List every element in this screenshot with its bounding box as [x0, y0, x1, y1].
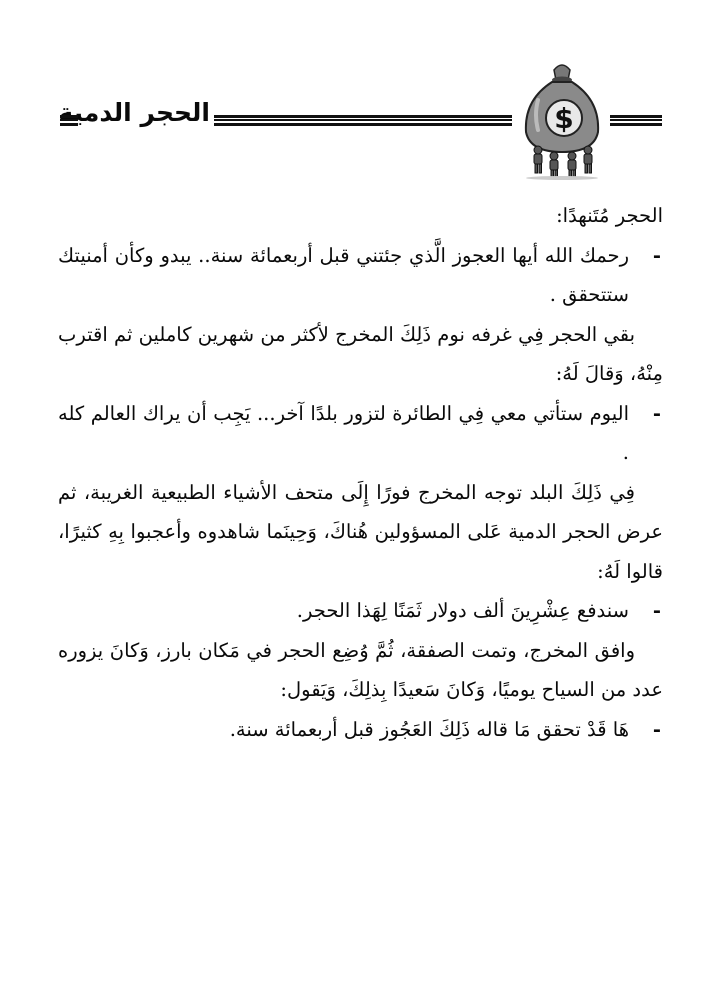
- dialogue-line: [58, 591, 663, 631]
- narration-paragraph: فِي ذَلِكَ البلد توجه المخرج فورًا إِلَى متحف الأشياء الطبيعية الغريبة، ثم عرض الحجر الدمية عَلى المسؤولين هُناكَ، وَحِينَما شاهدوه وأعجبوا بِهِ كثيرًا، قالوا لَهُ:: [58, 480, 663, 583]
- story-text: [58, 196, 663, 749]
- dollar-sign: $: [554, 102, 574, 135]
- dialogue-text: رحمك الله أيها العجوز الَّذي جئتني قبل أربعمائة سنة.. يبدو وكأن أمنيتك ستتحقق .: [58, 243, 629, 306]
- narration-paragraph: بقي الحجر فِي غرفه نوم ذَلِكَ المخرج لأكثر من شهرين كاملين ثم اقترب مِنْهُ، وَقالَ لَهُ:: [58, 322, 663, 385]
- dialogue-line: [58, 236, 663, 315]
- narration-paragraph: وافق المخرج، وتمت الصفقة، ثُمَّ وُضِع الحجر في مَكان بارز، وَكانَ يزوره عدد من السياح يوميًا، وَكانَ سَعيدًا بِذلِكَ، وَيَقول:: [58, 638, 663, 701]
- narration-paragraph: الحجر مُتَنهدًا:: [556, 204, 663, 227]
- dialogue-text: اليوم ستأتي معي فِي الطائرة لتزور بلدًا آخر... يَجِب أن يراك العالم كله .: [58, 401, 629, 464]
- bullet-dash: -: [652, 717, 661, 741]
- page-title: الحجر الدمية: [58, 98, 210, 127]
- dialogue-line: [58, 710, 663, 750]
- header-rule-right: [610, 115, 662, 126]
- dialogue-text: هَا قَدْ تحقق مَا قاله ذَلِكَ العَجُوز قبل أربعمائة سنة.: [229, 717, 629, 741]
- header-rule-left: [60, 115, 78, 126]
- bullet-dash: -: [652, 599, 661, 622]
- dialogue-line: [58, 394, 663, 473]
- page-header: [0, 60, 720, 180]
- bullet-dash: -: [652, 401, 661, 425]
- bullet-dash: -: [652, 243, 661, 267]
- header-rule-middle: [214, 115, 512, 126]
- dialogue-text: سندفع عِشْرِينَ ألف دولار ثَمَنًا لِهَذا الحجر.: [296, 599, 629, 622]
- money-bag-logo-icon: [516, 60, 608, 180]
